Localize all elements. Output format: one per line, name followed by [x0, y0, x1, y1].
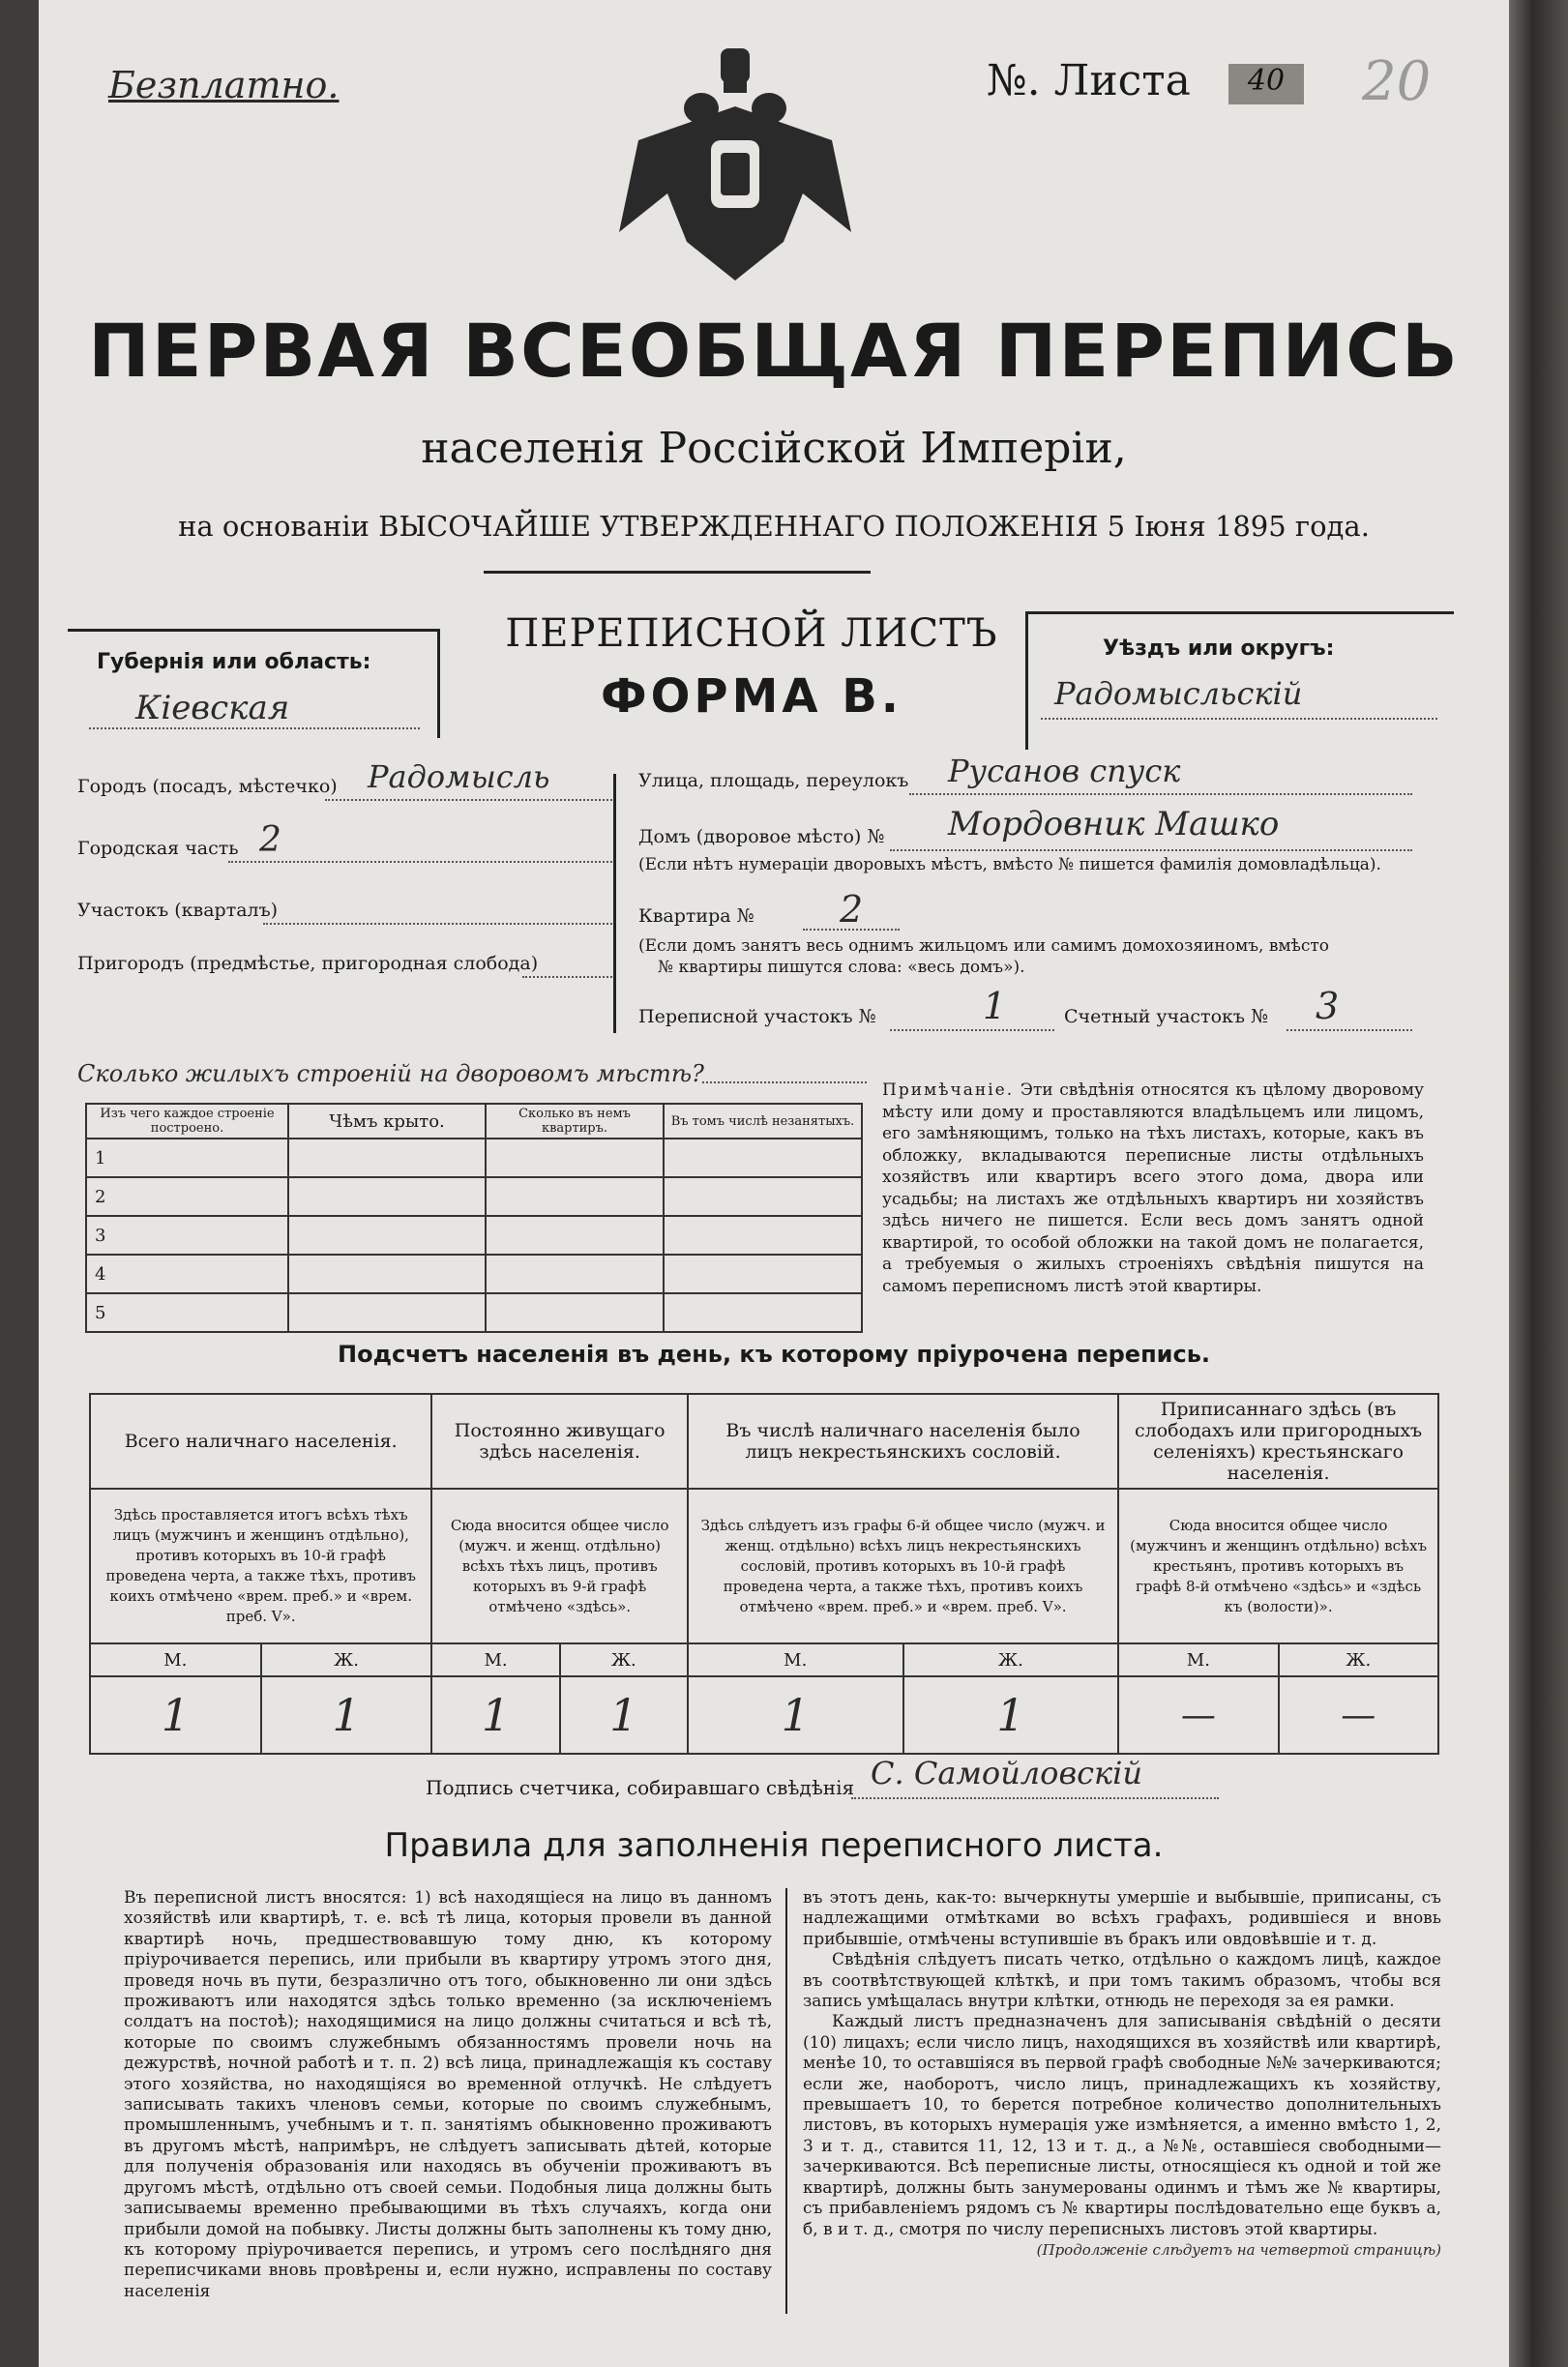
- permanent-male-value: 1: [431, 1676, 559, 1754]
- count-district-label: Счетный участокъ №: [1064, 1006, 1268, 1027]
- uezd-label: Уѣздъ или округъ:: [1103, 636, 1335, 661]
- gubernia-value: Кіевская: [135, 689, 290, 727]
- district-label: Участокъ (кварталъ): [77, 900, 279, 921]
- free-label: Безплатно.: [108, 64, 340, 106]
- rules-right-paragraph: Свѣдѣнія слѣдуетъ писать четко, отдѣльно о каждомъ лицѣ, каждое въ соотвѣтствующей клѣткѣ, и при томъ такимъ образомъ, чтобы вся запись умѣщалась внутри клѣтки, отнюдь не переходя за ея рамки.: [803, 1950, 1441, 2012]
- female-col-label: Ж.: [261, 1643, 432, 1676]
- street-value: Русанов спуск: [948, 753, 1181, 789]
- male-col-label: М.: [688, 1643, 903, 1676]
- buildings-col-material: Изъ чего каждое строеніе построено.: [86, 1104, 288, 1139]
- group-nonpeasant-title: Въ числѣ наличнаго населенія было лицъ некрестьянскихъ сословій.: [688, 1394, 1118, 1489]
- census-sheet-page: [39, 0, 1509, 2367]
- group-permanent-desc: Сюда вносится общее число (мужч. и женщ. отдѣльно) всѣхъ тѣхъ лицъ, противъ которыхъ въ 9-й графѣ отмѣчено «здѣсь».: [431, 1489, 688, 1643]
- subtitle: населенія Россійской Имперіи,: [421, 424, 1127, 473]
- female-col-label: Ж.: [1279, 1643, 1438, 1676]
- present-male-value: 1: [90, 1676, 261, 1754]
- group-permanent-title: Постоянно живущаго здѣсь населенія.: [431, 1394, 688, 1489]
- buildings-col-roof: Чѣмъ крыто.: [288, 1104, 486, 1139]
- rules-heading: Правила для заполненія переписного листа.: [384, 1826, 1164, 1865]
- city-part-label: Городская часть: [77, 838, 239, 859]
- city-part-value: 2: [259, 820, 281, 860]
- rules-left-column: Въ переписной листъ вносятся: 1) всѣ находящіеся на лицо въ данномъ хозяйствѣ или квартирѣ, т. е. всѣ тѣ лица, которыя провели въ данной квартирѣ ночь, предшествовавшую тому дню, къ которому пріурочивается перепись, или прибыли въ квартиру утромъ этого дня, проведя ночь въ пути, безразлично отъ того, обыкновенно ли они здѣсь проживаютъ или находятся здѣсь только временно (за исключеніемъ солдатъ на постоѣ); находящимися на лицо должны считаться и всѣ тѣ, которые по своимъ служебнымъ обязанностямъ провели ночь на дежурствѣ, ночной работѣ и т. п. 2) всѣ лица, принадлежащія къ составу этого хозяйства, но находящіяся во временной отлучкѣ. Не слѣдуетъ записывать такихъ членовъ семьи, которые по своимъ служебнымъ, промышленнымъ, учебнымъ и т. п. занятіямъ обыкновенно проживаютъ въ другомъ мѣстѣ, напримѣръ, не слѣдуетъ записывать дѣтей, которые для полученія образованія или находясь въ обученіи проживаютъ въ другомъ мѣстѣ, отдѣльно отъ своей семьи. Подобныя лица должны быть записываемы временно пребывающими въ тѣхъ случаяхъ, когда они прибыли домой на побывку. Листы должны быть заполнены къ тому дню, къ которому пріурочивается перепись, и утромъ сего послѣдняго дня переписчиками вновь провѣрены и, если нужно, исправлены по составу населенія: [124, 1888, 772, 2301]
- building-row-number: 3: [86, 1216, 288, 1255]
- group-peasant-desc: Сюда вносится общее число (мужчинъ и женщинъ отдѣльно) всѣхъ крестьянъ, противъ которыхъ въ графѣ 8-й отмѣчено «здѣсь» и «здѣсь къ (волости)».: [1118, 1489, 1438, 1643]
- buildings-col-vacant: Въ томъ числѣ незанятыхъ.: [664, 1104, 862, 1139]
- rules-right-paragraph: въ этотъ день, как-то: вычеркнуты умершіе и выбывшіе, приписаны, съ надлежащими отмѣтками во всѣхъ графахъ, родившіеся и вновь прибывшіе, отмѣчены вступившіе въ бракъ или овдовѣвшіе и т. д.: [803, 1888, 1441, 1949]
- corner-number: 20: [1362, 50, 1432, 113]
- nonpeasant-female-value: 1: [903, 1676, 1119, 1754]
- main-title: ПЕРВАЯ ВСЕОБЩАЯ ПЕРЕПИСЬ: [88, 308, 1460, 394]
- suburb-label: Пригородъ (предмѣстье, пригородная слобода): [77, 953, 539, 974]
- sheet-number-value: 40: [1228, 64, 1304, 104]
- peasant-female-value: —: [1279, 1676, 1438, 1754]
- buildings-col-apartments: Сколько въ немъ квартиръ.: [486, 1104, 664, 1139]
- census-district-label: Переписной участокъ №: [638, 1006, 876, 1027]
- title-divider: [484, 571, 871, 574]
- imperial-eagle-emblem-icon: [600, 48, 871, 290]
- group-peasant-title: Приписаннаго здѣсь (въ слободахъ или пригородныхъ селеніяхъ) крестьянскаго населенія.: [1118, 1394, 1438, 1489]
- peasant-male-value: —: [1118, 1676, 1278, 1754]
- book-binding-edge: [1509, 0, 1568, 2367]
- rules-right-paragraph: Каждый листъ предназначенъ для записыванія свѣдѣній о десяти (10) лицахъ; если число лицъ, находящихся въ хозяйствѣ или квартирѣ, менѣе 10, то оставшіяся въ первой графѣ свободные №№ зачеркиваются; если же, наоборотъ, число лицъ, принадлежащихъ къ хозяйству, превышаетъ 10, то берется потребное количество дополнительныхъ листовъ, въ которыхъ нумерація уже измѣняется, а именно вмѣсто 1, 2, 3 и т. д., ставится 11, 12, 13 и т. д., а №№, оставшіеся свободными—зачеркиваются. Всѣ переписные листы, относящіеся къ одной и той же квартирѣ, должны быть занумерованы одинмъ и тѣмъ же № квартиры, съ прибавленіемъ рядомъ съ № квартиры послѣдовательно еще буквъ а, б, в и т. д., смотря по числу переписныхъ листовъ этой квартиры.: [803, 2012, 1441, 2239]
- gubernia-label: Губернія или область:: [97, 650, 371, 674]
- count-district-value: 3: [1316, 985, 1340, 1027]
- note-heading: Примѣчаніе.: [882, 1080, 1015, 1100]
- population-count-table: [89, 1393, 1439, 1755]
- house-value: Мордовник Машко: [948, 805, 1280, 843]
- rules-continued-note: (Продолженіе слѣдуетъ на четвертой страницѣ): [1036, 2240, 1441, 2259]
- apartment-label: Квартира №: [638, 905, 754, 927]
- rules-right-column: [803, 1888, 1441, 2261]
- legal-basis: на основаніи ВЫСОЧАЙШЕ УТВЕРЖДЕННАГО ПОЛОЖЕНІЯ 5 Іюня 1895 года.: [178, 510, 1370, 543]
- present-female-value: 1: [261, 1676, 432, 1754]
- nonpeasant-male-value: 1: [688, 1676, 903, 1754]
- signature-value: С. Самойловскій: [871, 1755, 1142, 1791]
- building-row-number: 4: [86, 1255, 288, 1293]
- female-col-label: Ж.: [903, 1643, 1119, 1676]
- buildings-table: [85, 1103, 863, 1333]
- apartment-note-2: № квартиры пишутся слова: «весь домъ»).: [658, 958, 1025, 977]
- permanent-female-value: 1: [560, 1676, 688, 1754]
- apartment-note-1: (Если домъ занятъ весь однимъ жильцомъ или самимъ домохозяиномъ, вмѣсто: [638, 936, 1330, 956]
- signature-label: Подпись счетчика, собиравшаго свѣдѣнія: [426, 1776, 855, 1799]
- female-col-label: Ж.: [560, 1643, 688, 1676]
- building-row-number: 1: [86, 1139, 288, 1177]
- population-count-heading: Подсчетъ населенія въ день, къ которому пріурочена перепись.: [338, 1341, 1210, 1368]
- group-present-title: Всего наличнаго населенія.: [90, 1394, 431, 1489]
- male-col-label: М.: [90, 1643, 261, 1676]
- city-value: Радомысль: [368, 758, 550, 795]
- note-text: Эти свѣдѣнія относятся къ цѣлому дворовому мѣсту или дому и проставляются владѣльцемъ или лицомъ, его замѣняющимъ, только на тѣхъ листахъ, которые, какъ въ обложку, вкладываются переписные листы отдѣльныхъ хозяйствъ или квартиръ всего этого дома, двора или усадьбы; на листахъ же отдѣльныхъ квартиръ ни хозяйствъ здѣсь ничего не пишется. Если весь домъ занятъ одной квартирой, то особой обложки на такой домъ не полагается, а требуемыя о жилыхъ строеніяхъ свѣдѣнія пишутся на самомъ переписномъ листѣ этой квартиры.: [882, 1080, 1424, 1296]
- street-label: Улица, площадь, переулокъ: [638, 770, 909, 791]
- apartment-value: 2: [840, 888, 864, 931]
- buildings-note: [882, 1080, 1424, 1297]
- group-present-desc: Здѣсь проставляется итогъ всѣхъ тѣхъ лицъ (мужчинъ и женщинъ отдѣльно), противъ которыхъ въ 10-й графѣ проведена черта, а также тѣхъ, противъ коихъ отмѣчено «врем. преб.» и «врем. преб. V».: [90, 1489, 431, 1643]
- male-col-label: М.: [1118, 1643, 1278, 1676]
- house-label: Домъ (дворовое мѣсто) №: [638, 826, 885, 847]
- group-nonpeasant-desc: Здѣсь слѣдуетъ изъ графы 6-й общее число (мужч. и женщ. отдѣльно) всѣхъ лицъ некрестьянскихъ сословій, противъ которыхъ въ 10-й графѣ проведена черта, а также тѣхъ, противъ коихъ отмѣчено «врем. преб.» и «врем. преб. V».: [688, 1489, 1118, 1643]
- uezd-value: Радомысльскій: [1054, 675, 1303, 712]
- building-row-number: 2: [86, 1177, 288, 1216]
- buildings-question: Сколько жилыхъ строеній на дворовомъ мѣстѣ?: [77, 1060, 704, 1087]
- building-row-number: 5: [86, 1293, 288, 1332]
- male-col-label: М.: [431, 1643, 559, 1676]
- form-type: ФОРМА В.: [600, 669, 903, 724]
- house-note: (Если нѣтъ нумераціи дворовыхъ мѣстъ, вмѣсто № пишется фамилія домовладѣльца).: [638, 855, 1381, 874]
- form-name: ПЕРЕПИСНОЙ ЛИСТЪ: [505, 611, 998, 656]
- census-district-value: 1: [983, 985, 1007, 1027]
- city-label: Городъ (посадъ, мѣстечко): [77, 776, 338, 797]
- sheet-number-label: №. Листа: [987, 56, 1191, 105]
